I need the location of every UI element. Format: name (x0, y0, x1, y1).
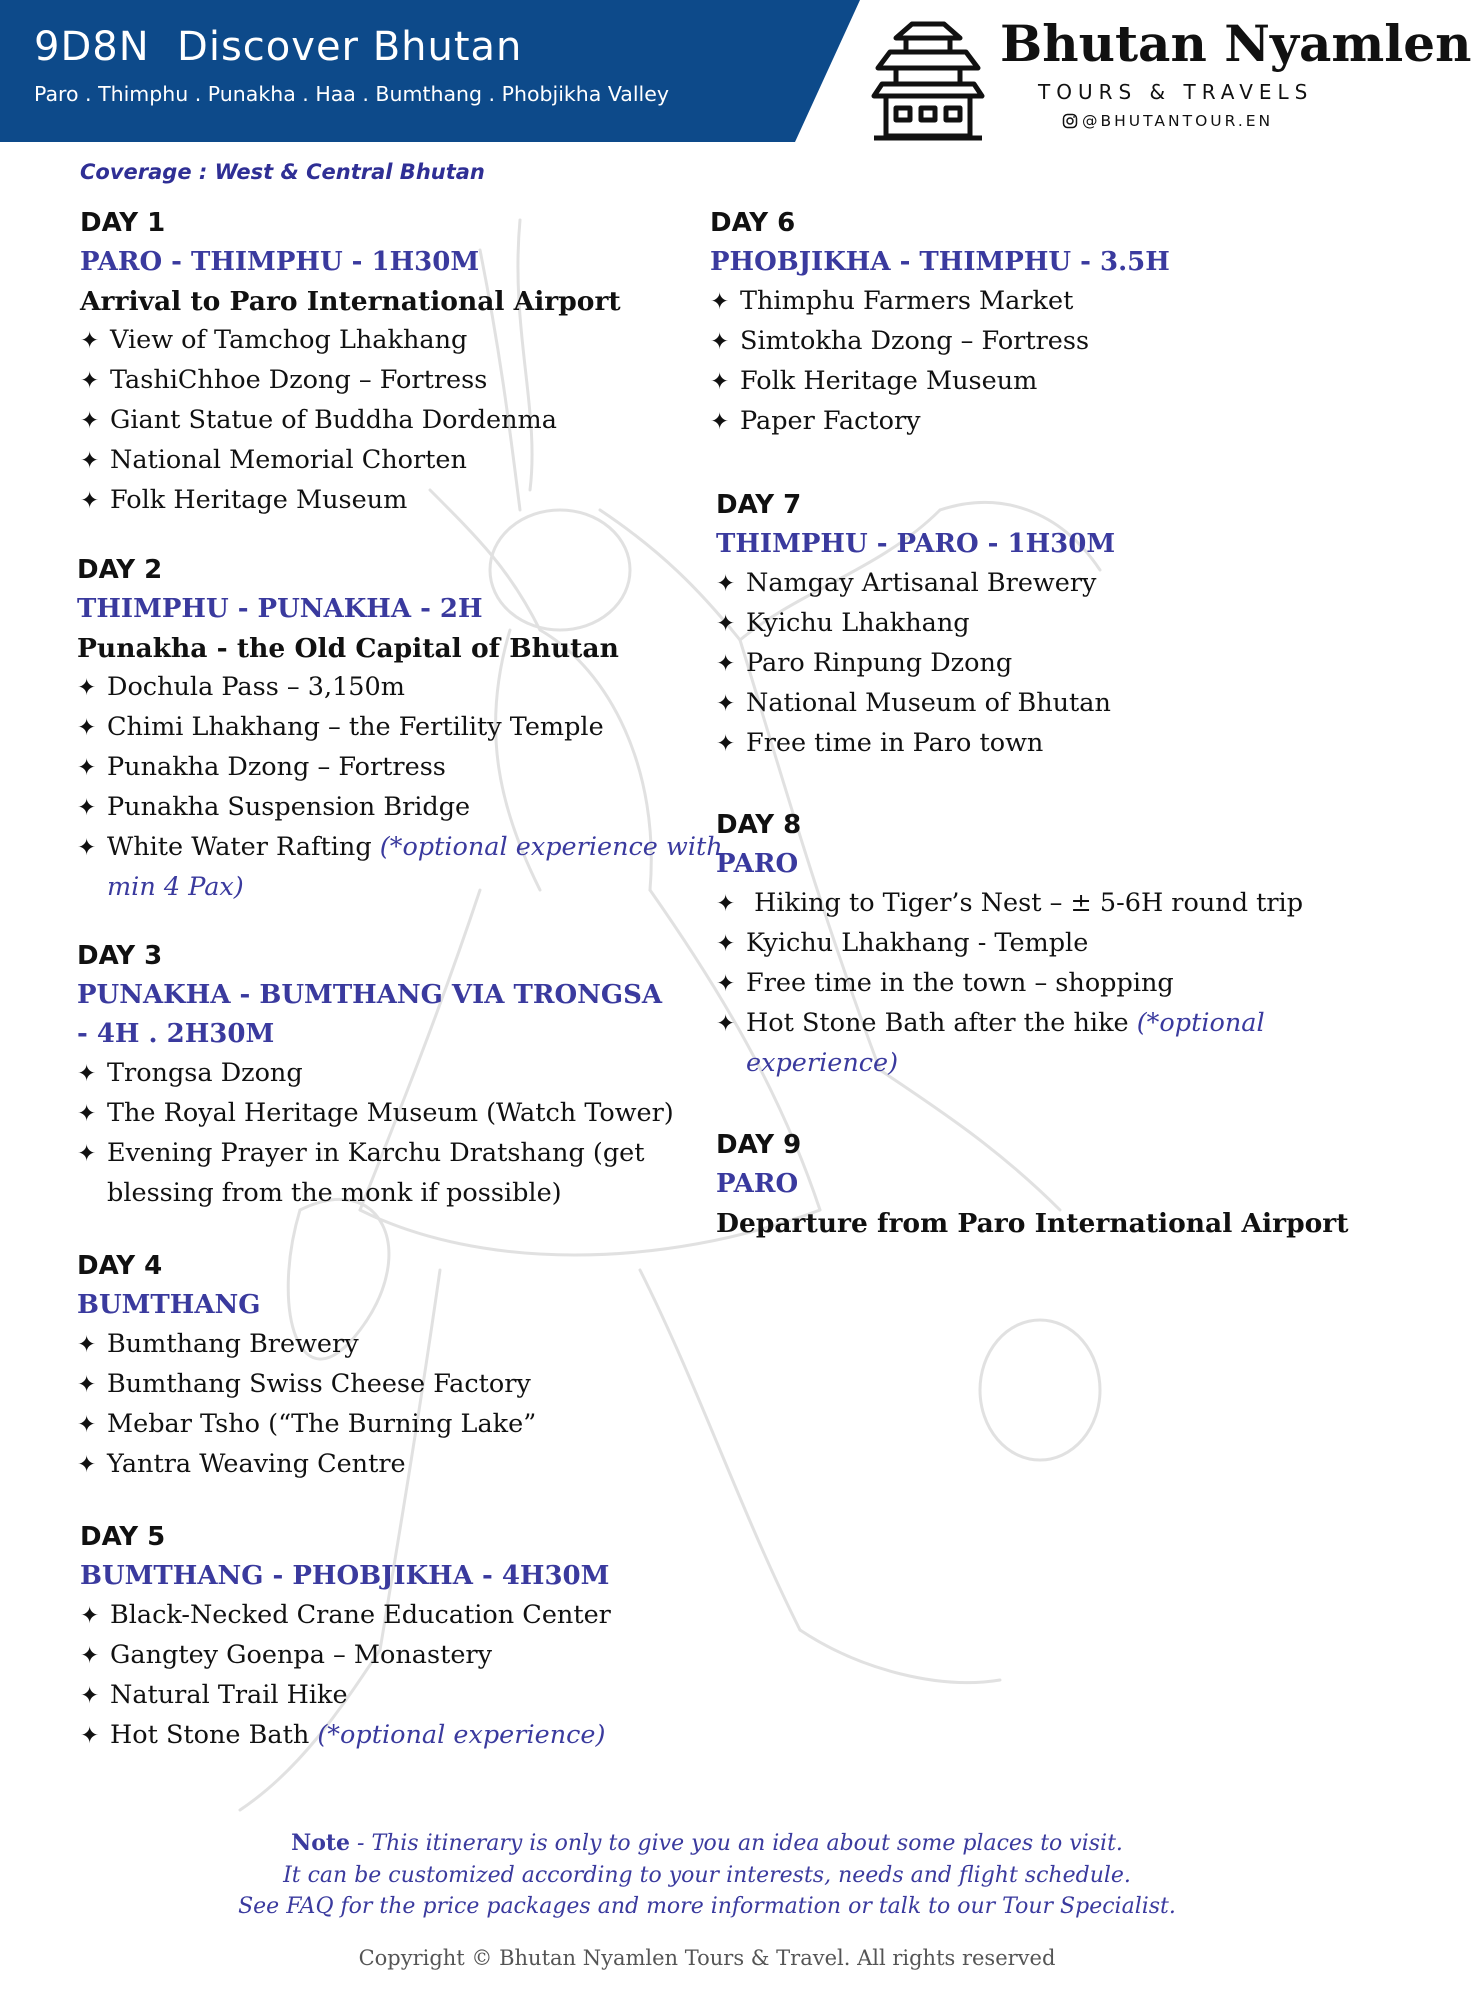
day-label: DAY 3 (77, 941, 163, 971)
star-bullet-icon: ✦ (716, 571, 736, 597)
day-label: DAY 8 (716, 810, 802, 840)
star-bullet-icon: ✦ (80, 328, 100, 354)
day-label: DAY 2 (77, 555, 163, 585)
note-label: Note (291, 1830, 351, 1856)
day-label: DAY 4 (77, 1251, 163, 1281)
star-bullet-icon: ✦ (80, 368, 100, 394)
day-label: DAY 5 (80, 1522, 166, 1552)
day-route: THIMPHU - PUNAKHA - 2H (77, 594, 483, 624)
star-bullet-icon: ✦ (77, 1101, 97, 1127)
activity-item: ✦ Kyichu Lhakhang (716, 604, 1316, 644)
star-bullet-icon: ✦ (716, 931, 736, 957)
optional-note: (*optional experience) (317, 1720, 606, 1750)
star-bullet-icon: ✦ (80, 1723, 100, 1749)
copyright-text: Copyright © Bhutan Nyamlen Tours & Travel. All rights reserved (358, 1946, 1056, 1970)
activity-item: ✦ Folk Heritage Museum (80, 481, 700, 521)
day-label: DAY 9 (716, 1130, 802, 1160)
activity-item: ✦ National Memorial Chorten (80, 441, 700, 481)
activity-item: ✦ Bumthang Swiss Cheese Factory (77, 1365, 697, 1405)
day-5-section (80, 1517, 700, 1756)
star-bullet-icon: ✦ (80, 1603, 100, 1629)
star-bullet-icon: ✦ (77, 1412, 97, 1438)
brand-tagline: TOURS & TRAVELS (1038, 80, 1314, 104)
optional-note: (*optional experience) (746, 1008, 1265, 1078)
day-6-section (710, 203, 1310, 442)
day-route: PUNAKHA - BUMTHANG VIA TRONGSA - 4H . 2H30M (77, 980, 663, 1049)
activity-item: ✦ National Museum of Bhutan (716, 684, 1316, 724)
instagram-handle[interactable] (1062, 112, 1273, 130)
activity-item: ✦ View of Tamchog Lhakhang (80, 321, 700, 361)
activity-item: ✦ Hot Stone Bath after the hike (*optional experience) (716, 1004, 1346, 1083)
star-bullet-icon: ✦ (710, 329, 730, 355)
star-bullet-icon: ✦ (716, 1011, 736, 1037)
activity-item: ✦ Black-Necked Crane Education Center (80, 1596, 700, 1636)
day-label: DAY 1 (80, 208, 166, 238)
star-bullet-icon: ✦ (77, 1452, 97, 1478)
day-8-section (716, 805, 1316, 1083)
star-bullet-icon: ✦ (77, 1141, 97, 1167)
star-bullet-icon: ✦ (716, 891, 736, 917)
activity-item: ✦ Evening Prayer in Karchu Dratshang (get blessing from the monk if possible) (77, 1134, 707, 1213)
coverage-label: Coverage : West & Central Bhutan (80, 160, 485, 184)
activity-item: ✦ Punakha Dzong – Fortress (77, 748, 697, 788)
star-bullet-icon: ✦ (77, 835, 97, 861)
star-bullet-icon: ✦ (80, 1643, 100, 1669)
activity-item: ✦ Kyichu Lhakhang - Temple (716, 924, 1316, 964)
activity-item: ✦ Hiking to Tiger’s Nest – ± 5-6H round trip (716, 884, 1316, 924)
day-route: THIMPHU - PARO - 1H30M (716, 529, 1116, 559)
optional-note: (*optional experience with min 4 Pax) (107, 832, 723, 902)
day-label: DAY 6 (710, 208, 796, 238)
star-bullet-icon: ✦ (80, 408, 100, 434)
activity-item: ✦ Free time in Paro town (716, 724, 1316, 764)
activity-item: ✦ Natural Trail Hike (80, 1676, 700, 1716)
activity-item: ✦ Punakha Suspension Bridge (77, 788, 697, 828)
temple-logo-icon (872, 16, 984, 142)
day-2-section (77, 550, 723, 907)
itinerary-note: Note - This itinerary is only to give you an idea about some places to visit. It can be customized according to your interests, needs and flight schedule. See FAQ for the price packages and more information or talk to our Tour Specialist. (238, 1830, 1176, 1919)
day-route: BUMTHANG - PHOBJIKHA - 4H30M (80, 1561, 610, 1591)
activity-item: ✦ Free time in the town – shopping (716, 964, 1316, 1004)
day-7-section (716, 485, 1316, 764)
day-9-section (716, 1125, 1356, 1243)
star-bullet-icon: ✦ (77, 1061, 97, 1087)
activity-item: ✦ Thimphu Farmers Market (710, 282, 1310, 322)
activity-item: ✦ Simtokha Dzong – Fortress (710, 322, 1310, 362)
day-headline: Punakha - the Old Capital of Bhutan (77, 633, 619, 664)
day-1-section (80, 203, 700, 521)
header-banner (0, 0, 860, 142)
tour-destinations: Paro . Thimphu . Punakha . Haa . Bumthang . Phobjikha Valley (34, 82, 669, 106)
day-headline: Arrival to Paro International Airport (80, 286, 621, 317)
activity-item: ✦ Dochula Pass – 3,150m (77, 668, 697, 708)
day-route: BUMTHANG (77, 1290, 261, 1320)
instagram-handle-text: @BHUTANTOUR.EN (1082, 112, 1274, 130)
star-bullet-icon: ✦ (710, 409, 730, 435)
star-bullet-icon: ✦ (716, 731, 736, 757)
star-bullet-icon: ✦ (80, 1683, 100, 1709)
activity-item: ✦ Namgay Artisanal Brewery (716, 564, 1316, 604)
star-bullet-icon: ✦ (77, 1372, 97, 1398)
activity-item: ✦ The Royal Heritage Museum (Watch Tower) (77, 1094, 717, 1134)
star-bullet-icon: ✦ (716, 651, 736, 677)
instagram-icon (1062, 113, 1078, 129)
activity-item: ✦ Yantra Weaving Centre (77, 1445, 697, 1485)
star-bullet-icon: ✦ (77, 795, 97, 821)
star-bullet-icon: ✦ (716, 971, 736, 997)
brand-name: Bhutan Nyamlen (1000, 14, 1471, 73)
activity-item: ✦ Giant Statue of Buddha Dordenma (80, 401, 700, 441)
activity-item: ✦ Trongsa Dzong (77, 1054, 717, 1094)
activity-item: ✦ Paper Factory (710, 402, 1310, 442)
activity-item: ✦ Gangtey Goenpa – Monastery (80, 1636, 700, 1676)
day-route: PHOBJIKHA - THIMPHU - 3.5H (710, 247, 1170, 277)
day-3-section (77, 936, 717, 1213)
activity-item: ✦ Hot Stone Bath (*optional experience) (80, 1716, 700, 1756)
day-label: DAY 7 (716, 490, 802, 520)
star-bullet-icon: ✦ (710, 289, 730, 315)
day-route: PARO - THIMPHU - 1H30M (80, 247, 480, 277)
activity-item: ✦ TashiChhoe Dzong – Fortress (80, 361, 700, 401)
star-bullet-icon: ✦ (77, 675, 97, 701)
activity-item: ✦ Bumthang Brewery (77, 1325, 697, 1365)
day-route: PARO (716, 849, 799, 879)
activity-item: ✦ Paro Rinpung Dzong (716, 644, 1316, 684)
day-route: PARO (716, 1169, 799, 1199)
star-bullet-icon: ✦ (77, 1332, 97, 1358)
star-bullet-icon: ✦ (716, 611, 736, 637)
activity-item: ✦ White Water Rafting (*optional experience with min 4 Pax) (77, 828, 727, 907)
activity-item: ✦ Chimi Lhakhang – the Fertility Temple (77, 708, 697, 748)
star-bullet-icon: ✦ (710, 369, 730, 395)
day-4-section (77, 1246, 697, 1485)
star-bullet-icon: ✦ (80, 448, 100, 474)
activity-item: ✦ Folk Heritage Museum (710, 362, 1310, 402)
star-bullet-icon: ✦ (80, 488, 100, 514)
tour-title: 9D8N Discover Bhutan (34, 24, 523, 70)
day-headline: Departure from Paro International Airport (716, 1208, 1349, 1239)
activity-item: ✦ Mebar Tsho (“The Burning Lake” (77, 1405, 697, 1445)
star-bullet-icon: ✦ (77, 755, 97, 781)
star-bullet-icon: ✦ (716, 691, 736, 717)
star-bullet-icon: ✦ (77, 715, 97, 741)
